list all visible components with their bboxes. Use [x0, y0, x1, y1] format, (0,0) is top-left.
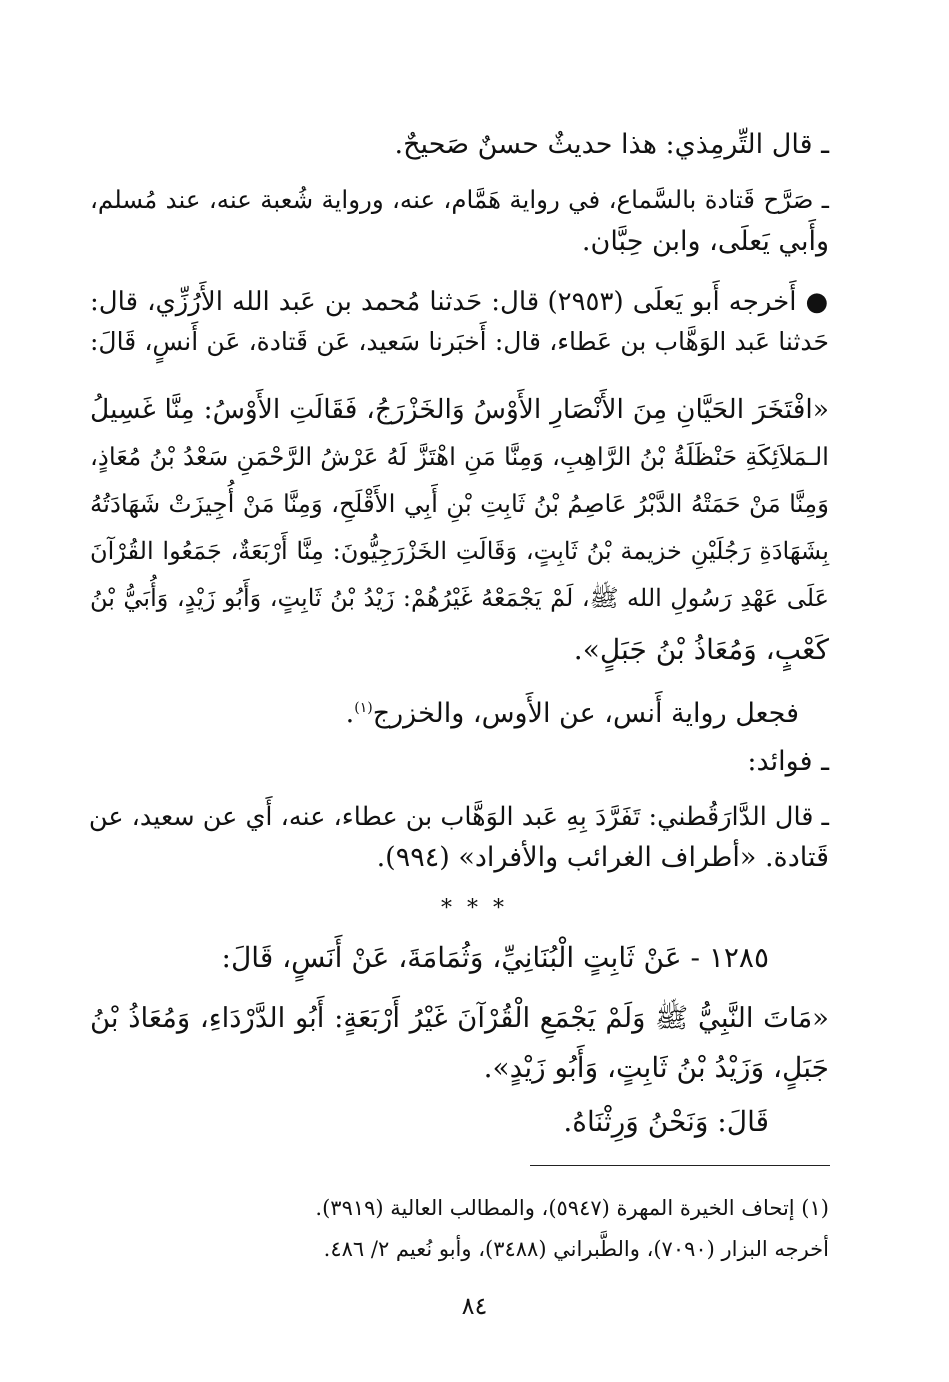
hadith-text-line-3: وَمِنَّا مَنْ حَمَتْهُ الدَّبْرُ عَاصِمُ بْنُ ثَابِتِ بْنِ أَبِي الأَقْلَحِ، وَمِنَّا مَنْ أُجِيزَتْ شَهَادَتُهُ	[90, 489, 829, 518]
anas-attribution-line	[90, 688, 799, 734]
hadith-text-line-2: الـمَلاَئِكَةِ حَنْظَلَةُ بْنُ الرَّاهِبِ، وَمِنَّا مَنِ اهْتَزَّ لَهُ عَرْشُ الرَّحْمَنِ سَعْدُ بْنُ مُعَاذٍ،	[90, 442, 829, 471]
hadith-1285-text-line-1: «مَاتَ النَّبِيُّ ﷺ وَلَمْ يَجْمَعِ الْقُرْآنَ غَيْرُ أَرْبَعَةٍ: أَبُو الدَّرْدَاءِ، وَمُعَاذُ بْنُ	[90, 1002, 829, 1034]
fawaid-heading: ـ فوائد:	[747, 746, 829, 777]
footnote-1: (١) إتحاف الخيرة المهرة (٥٩٤٧)، والمطالب العالية (٣٩١٩).	[315, 1196, 829, 1220]
section-separator-stars: * * *	[441, 896, 508, 921]
daraqutni-note-line-2: قَتادة. «أطراف الغرائب والأفراد» (٩٩٤).	[376, 842, 829, 873]
page-number: ٨٤	[461, 1292, 488, 1320]
hadith-text-line-1: «افْتَخَرَ الحَيَّانِ مِنَ الأَنْصَارِ الأَوْسُ وَالخَزْرَجُ، فَقَالَتِ الأَوْسُ: مِنَّا غَسِيلُ	[90, 394, 829, 425]
abu-yala-isnad-line-2: حَدثنا عَبد الوَهَّاب بن عَطاء، قال: أَخبَرنا سَعيد، عَن قَتادة، عَن أَنسٍ، قَالَ:	[90, 327, 829, 356]
footnote-marker: (١)	[354, 700, 373, 716]
hadith-text-line-4: بِشَهَادَةِ رَجُلَيْنِ خزيمة بْنُ ثَابِتٍ، وَقَالَتِ الخَزْرَجِيُّونَ: مِنَّا أَرْبَعَةٌ، جَمَعُوا القُرْآنَ	[90, 537, 829, 565]
tirmidhi-verdict-line: ـ قال التِّرمِذي: هذا حديثٌ حسنٌ صَحيحٌ.	[394, 129, 829, 160]
anas-attribution-text: فجعل رواية أَنس، عن الأَوس، والخزرج	[372, 698, 799, 729]
hadith-1285-isnad: ١٢٨٥ - عَنْ ثَابِتٍ الْبُنَانِيِّ، وَثُمَامَةَ، عَنْ أَنَسٍ، قَالَ:	[221, 941, 769, 974]
hadith-1285-text-line-2: جَبَلٍ، وَزَيْدُ بْنُ ثَابِتٍ، وَأَبُو زَيْدٍ».	[483, 1051, 829, 1084]
hadith-text-line-6: كَعْبٍ، وَمُعَاذُ بْنُ جَبَلٍ».	[573, 633, 829, 666]
qatada-sama-line-1: ـ صَرَّح قَتادة بالسَّماع، في رواية هَمَّام، عنه، ورواية شُعبة عنه، عند مُسلم،	[90, 185, 829, 214]
hadith-text-line-5: عَلَى عَهْدِ رَسُولِ الله ﷺ، لَمْ يَجْمَعْهُ غَيْرُهُمْ: زَيْدُ بْنُ ثَابِتٍ، وَأَبُو زَيْدٍ، وَأُبَيُّ بْنُ	[90, 584, 829, 612]
footnote-separator	[530, 1165, 830, 1166]
hadith-1285-text-line-3: قَالَ: وَنَحْنُ وَرِثْنَاهُ.	[563, 1105, 769, 1138]
footnote-1-continued: أخرجه البزار (٧٠٩٠)، والطَّبراني (٣٤٨٨)، وأبو نُعيم ٢/ ٤٨٦.	[323, 1237, 829, 1261]
daraqutni-note-line-1: ـ قال الدَّارَقُطني: تَفَرَّدَ بِهِ عَبد الوَهَّاب بن عطاء، عنه، أَي عن سعيد، عن	[88, 802, 829, 832]
anas-attribution-end: .	[345, 698, 355, 729]
abu-yala-isnad-line-1: ● أَخرجه أَبو يَعلَى (٢٩٥٣) قال: حَدثنا مُحمد بن عَبد الله الأَرُزِّي، قال:	[90, 287, 829, 317]
qatada-sama-line-2: وأَبي يَعلَى، وابن حِبَّان.	[581, 226, 829, 257]
